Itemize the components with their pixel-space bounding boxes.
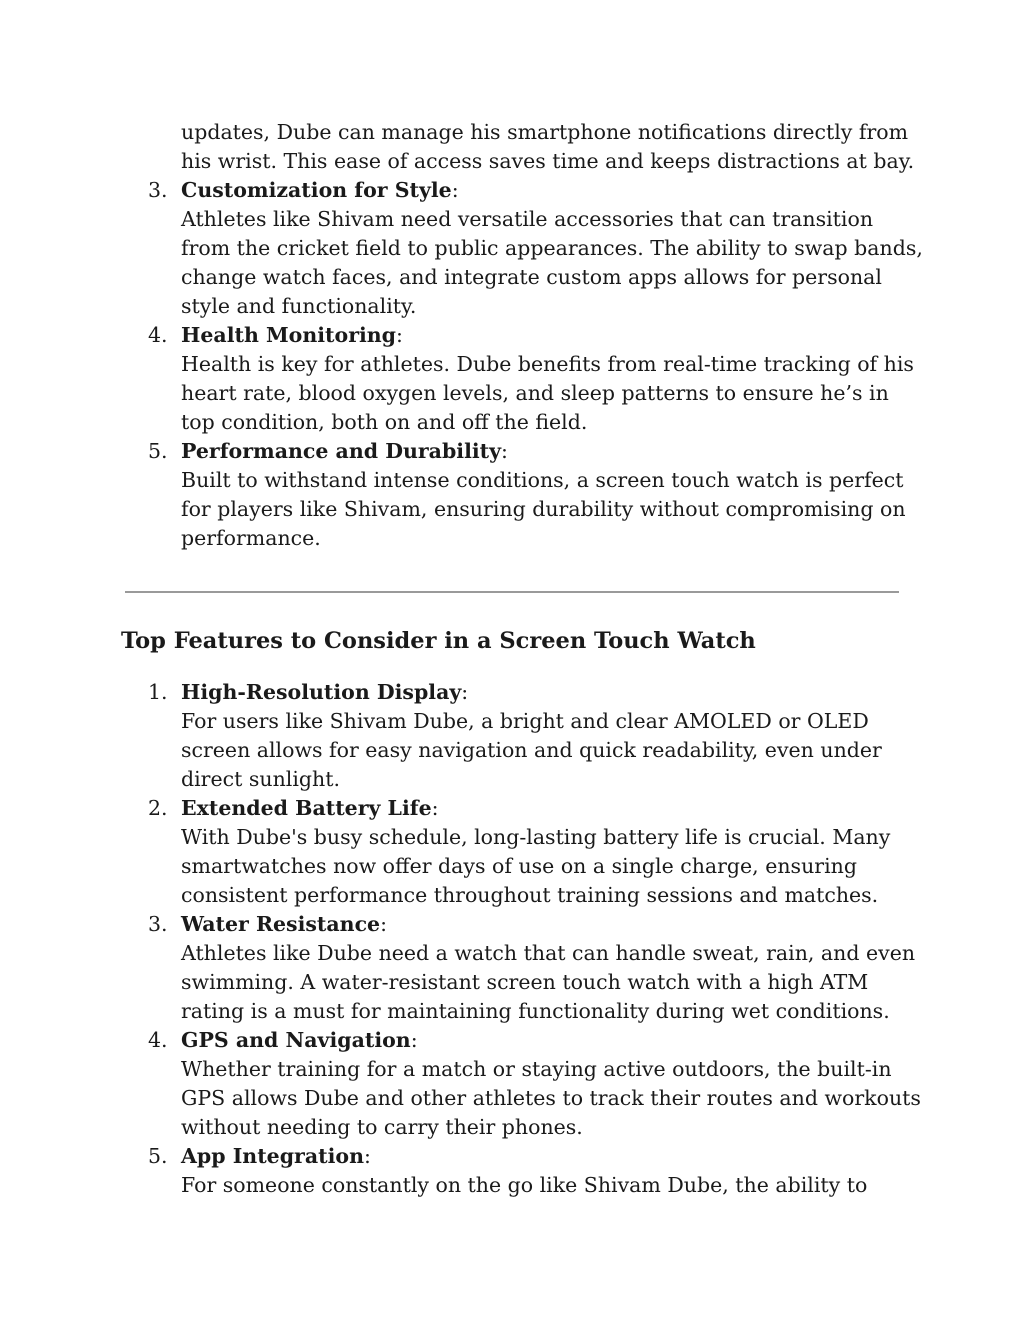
item-title: High-Resolution Display	[181, 680, 462, 704]
list-item	[148, 176, 923, 321]
intro-continuation-paragraph: updates, Dube can manage his smartphone notifications directly from his wrist. This ease of access saves time and keeps distractions at bay.	[181, 120, 915, 173]
list-item	[148, 321, 923, 437]
list-number: 3.	[148, 178, 168, 202]
item-description: Whether training for a match or staying active outdoors, the built-in GPS allows Dube and other athletes to track their routes and workouts without needing to carry their phones.	[181, 1057, 921, 1139]
list-item	[148, 794, 923, 910]
item-title: GPS and Navigation	[181, 1028, 411, 1052]
features-list	[148, 678, 923, 1200]
title-colon: :	[363, 1144, 371, 1168]
list-item	[148, 1142, 923, 1200]
title-colon: :	[461, 680, 469, 704]
list-number: 4.	[148, 1028, 168, 1052]
item-title: Health Monitoring	[181, 323, 397, 347]
item-description: Built to withstand intense conditions, a screen touch watch is perfect for players like Shivam, ensuring durability without compromising on performance.	[181, 468, 906, 550]
list-item	[148, 1026, 923, 1142]
list-number: 4.	[148, 323, 168, 347]
list-item	[148, 910, 923, 1026]
item-description: For someone constantly on the go like Shivam Dube, the ability to	[181, 1173, 868, 1197]
list-item	[148, 437, 923, 553]
title-colon: :	[451, 178, 459, 202]
list-number: 3.	[148, 912, 168, 936]
list-number: 1.	[148, 680, 168, 704]
item-description: Athletes like Shivam need versatile accessories that can transition from the cricket field to public appearances. The ability to swap bands, change watch faces, and integrate custom apps allows for personal style and functionality.	[181, 207, 923, 318]
title-colon: :	[380, 912, 388, 936]
list-number: 2.	[148, 796, 168, 820]
item-title: Performance and Durability	[181, 439, 502, 463]
horizontal-divider	[125, 591, 899, 593]
title-colon: :	[410, 1028, 418, 1052]
item-description: Athletes like Dube need a watch that can handle sweat, rain, and even swimming. A water-resistant screen touch watch with a high ATM rating is a must for maintaining functionality during wet conditions.	[181, 941, 916, 1023]
list-number: 5.	[148, 1144, 168, 1168]
item-title: App Integration	[181, 1144, 364, 1168]
item-title: Water Resistance	[181, 912, 381, 936]
list-item	[148, 678, 923, 794]
section-heading: Top Features to Consider in a Screen Touch Watch	[121, 628, 756, 654]
item-title: Customization for Style	[181, 178, 452, 202]
item-description: For users like Shivam Dube, a bright and clear AMOLED or OLED screen allows for easy navigation and quick readability, even under direct sunlight.	[181, 709, 882, 791]
benefits-list	[148, 176, 923, 553]
title-colon: :	[396, 323, 403, 347]
title-colon: :	[501, 439, 508, 463]
item-title: Extended Battery Life	[181, 796, 432, 820]
item-description: With Dube's busy schedule, long-lasting battery life is crucial. Many smartwatches now offer days of use on a single charge, ensuring consistent performance throughout training sessions and matches.	[181, 825, 891, 907]
item-description: Health is key for athletes. Dube benefits from real-time tracking of his heart rate, blood oxygen levels, and sleep patterns to ensure he’s in top condition, both on and off the field.	[181, 352, 914, 434]
title-colon: :	[431, 796, 439, 820]
list-number: 5.	[148, 439, 168, 463]
